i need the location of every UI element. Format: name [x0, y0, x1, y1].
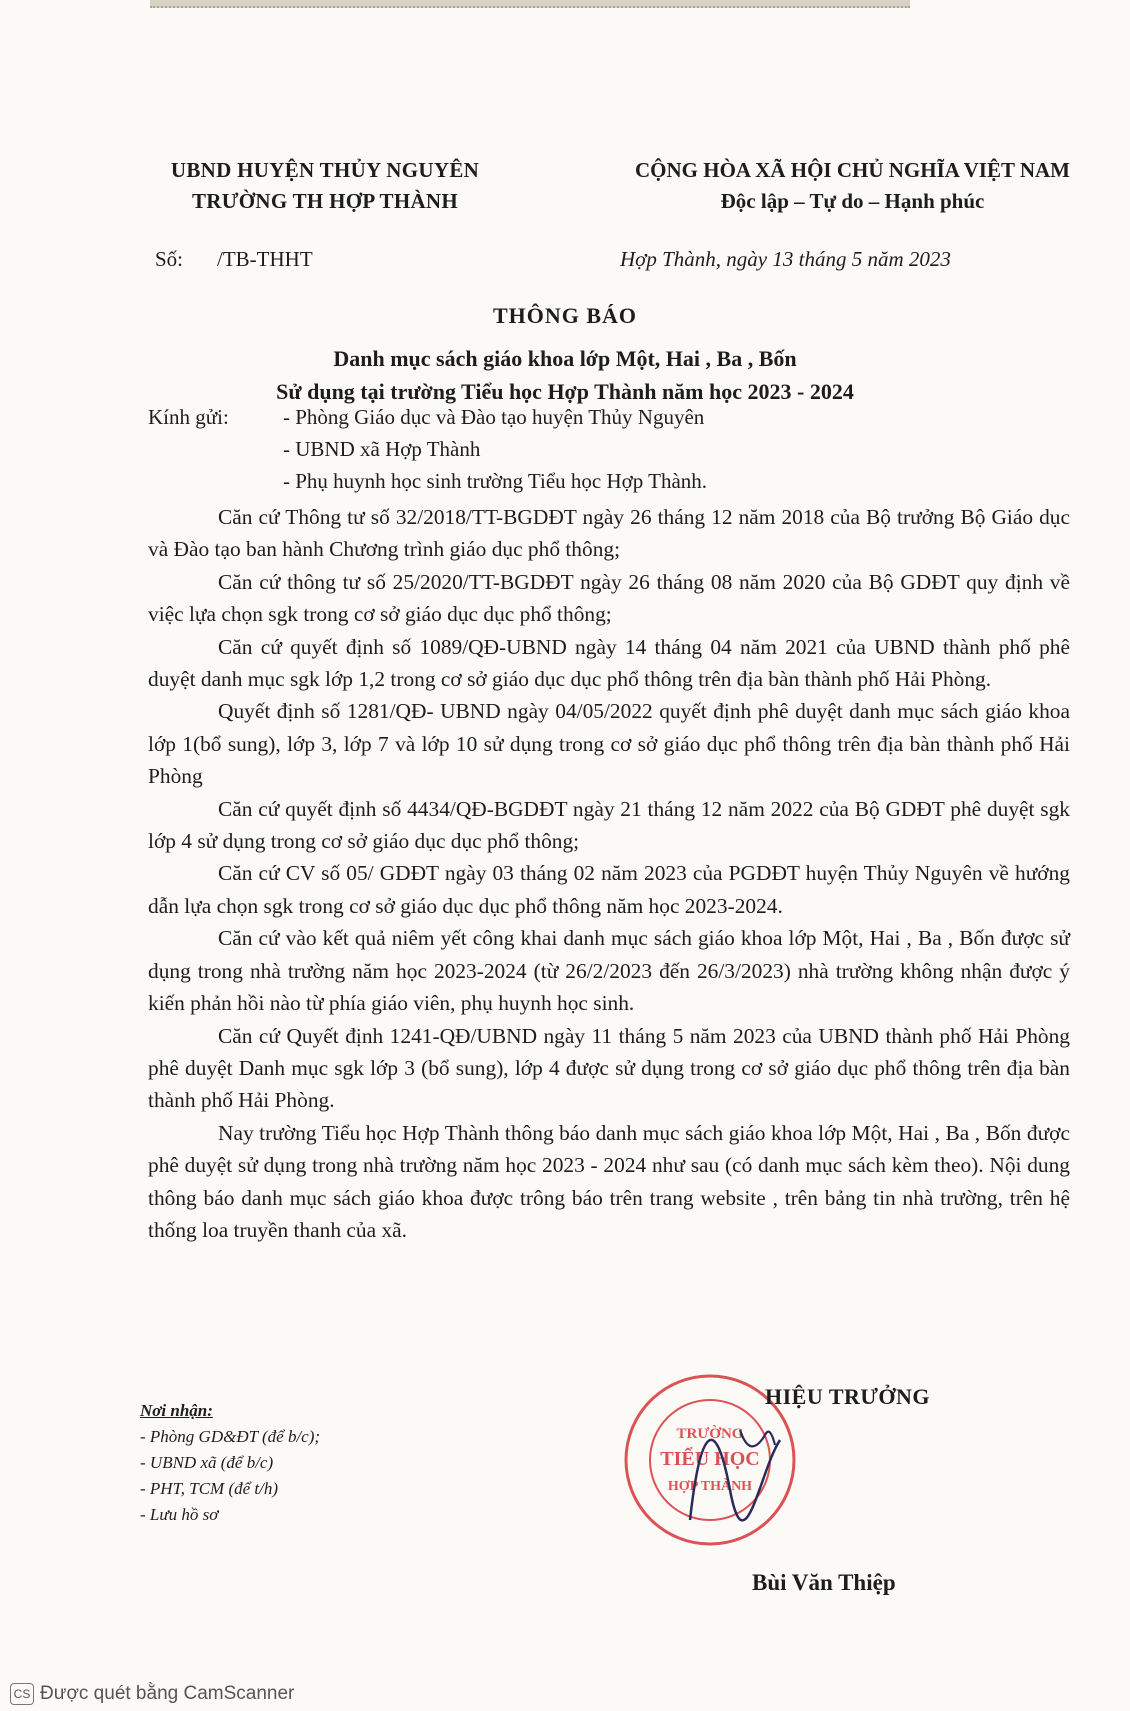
subtitle-line-2: Sử dụng tại trường Tiểu học Hợp Thành năm học 2023 - 2024	[276, 379, 854, 404]
recipient-item: - Phụ huynh học sinh trường Tiểu học Hợp Thành.	[283, 469, 708, 493]
distribution-heading: Nơi nhận:	[140, 1401, 213, 1420]
issuing-organization	[145, 155, 505, 217]
scanner-text: Được quét bằng CamScanner	[40, 1683, 295, 1705]
signer-title: HIỆU TRƯỞNG	[765, 1384, 931, 1409]
document-body	[148, 501, 1070, 1246]
recipients-block	[148, 401, 707, 497]
signer-name: Bùi Văn Thiệp	[752, 1570, 896, 1595]
body-paragraph: Căn cứ vào kết quả niêm yết công khai danh mục sách giáo khoa lớp Một, Hai , Ba , Bốn được sử dụng trong nhà trường năm học 2023-2024 (từ 26/2/2023 đến 26/3/2023) nhà trường không nhận được ý kiến phản hồi nào từ phía giáo viên, phụ huynh học sinh.	[148, 926, 1070, 1016]
subtitle-line-1: Danh mục sách giáo khoa lớp Một, Hai , Ba , Bốn	[333, 346, 797, 371]
org-line-1: UBND HUYỆN THỦY NGUYÊN	[170, 158, 480, 182]
seal-line-3: HỢP THÀNH	[667, 1479, 753, 1494]
document-number	[155, 247, 347, 272]
document-number-value: /TB-THHT	[217, 247, 313, 271]
document-title: THÔNG BÁO	[492, 303, 638, 328]
scan-top-edge	[150, 0, 910, 8]
body-paragraph: Nay trường Tiểu học Hợp Thành thông báo danh mục sách giáo khoa lớp Một, Hai , Ba , Bốn được phê duyệt sử dụng trong nhà trường năm học 2023 - 2024 như sau (có danh mục sách kèm theo). Nội dung thông báo danh mục sách giáo khoa được trông báo trên trang website , trên bảng tin nhà trường, trên hệ thống loa truyền thanh của xã.	[148, 1120, 1070, 1242]
nation-line-1: CỘNG HÒA XÃ HỘI CHỦ NGHĨA VIỆT NAM	[634, 158, 1071, 182]
body-paragraph: Căn cứ quyết định số 4434/QĐ-BGDĐT ngày 21 tháng 12 năm 2022 của Bộ GDĐT phê duyệt sgk lớp 4 sử dụng trong cơ sở giáo dục dục phổ thông;	[148, 796, 1070, 854]
body-paragraph: Căn cứ Quyết định 1241-QĐ/UBND ngày 11 tháng 5 năm 2023 của UBND thành phố Hải Phòng phê duyệt Danh mục sgk lớp 3 (bổ sung), lớp 4 được sử dụng trong cơ sở giáo dục phổ thông trên địa bàn thành phố Hải Phòng.	[148, 1023, 1070, 1113]
recipient-item: - UBND xã Hợp Thành	[283, 437, 481, 461]
distribution-list	[140, 1398, 320, 1528]
scanner-watermark	[10, 1683, 294, 1705]
body-paragraph: Căn cứ quyết định số 1089/QĐ-UBND ngày 14 tháng 04 năm 2021 của UBND thành phố phê duyệt danh mục sgk lớp 1,2 trong cơ sở giáo dục dục phổ thông trên địa bàn thành phố Hải Phòng.	[148, 634, 1070, 692]
body-paragraph: Quyết định số 1281/QĐ- UBND ngày 04/05/2022 quyết định phê duyệt danh mục sách giáo khoa lớp 1(bổ sung), lớp 3, lớp 7 và lớp 10 sử dụng trong cơ sở giáo dục phổ thông trên địa bàn thành phố Hải Phòng	[148, 699, 1070, 789]
org-line-2: TRƯỜNG TH HỢP THÀNH	[191, 189, 459, 213]
document-subtitle	[0, 342, 1130, 408]
body-paragraph: Căn cứ thông tư số 25/2020/TT-BGDĐT ngày 26 tháng 08 năm 2020 của Bộ GDĐT quy định về việc lựa chọn sgk trong cơ sở giáo dục dục phổ thông;	[148, 569, 1070, 627]
body-paragraph: Căn cứ CV số 05/ GDĐT ngày 03 tháng 02 năm 2023 của PGDĐT huyện Thủy Nguyên về hướng dẫn lựa chọn sgk trong cơ sở giáo dục dục phổ thông năm học 2023-2024.	[148, 861, 1070, 918]
nation-motto: Độc lập – Tự do – Hạnh phúc	[720, 189, 985, 213]
distribution-item: - Lưu hồ sơ	[140, 1505, 219, 1524]
recipient-item: - Phòng Giáo dục và Đào tạo huyện Thủy Nguyên	[283, 405, 705, 429]
distribution-item: - UBND xã (để b/c)	[140, 1453, 274, 1472]
document-number-label: Số:	[155, 247, 184, 271]
seal-line-2: TIỂU HỌC	[660, 1448, 760, 1470]
body-paragraph: Căn cứ Thông tư số 32/2018/TT-BGDĐT ngày 26 tháng 12 năm 2018 của Bộ trưởng Bộ Giáo dục và Đào tạo ban hành Chương trình giáo dục phổ thông;	[148, 505, 1070, 562]
national-header	[605, 155, 1100, 217]
distribution-item: - Phòng GD&ĐT (để b/c);	[140, 1427, 321, 1446]
recipients-label: Kính gửi:	[148, 405, 229, 429]
distribution-item: - PHT, TCM (để t/h)	[140, 1479, 279, 1498]
place-date: Hợp Thành, ngày 13 tháng 5 năm 2023	[620, 247, 951, 271]
seal-line-1: TRƯỜNG	[676, 1426, 744, 1442]
camscanner-logo-icon: CS	[10, 1683, 34, 1705]
